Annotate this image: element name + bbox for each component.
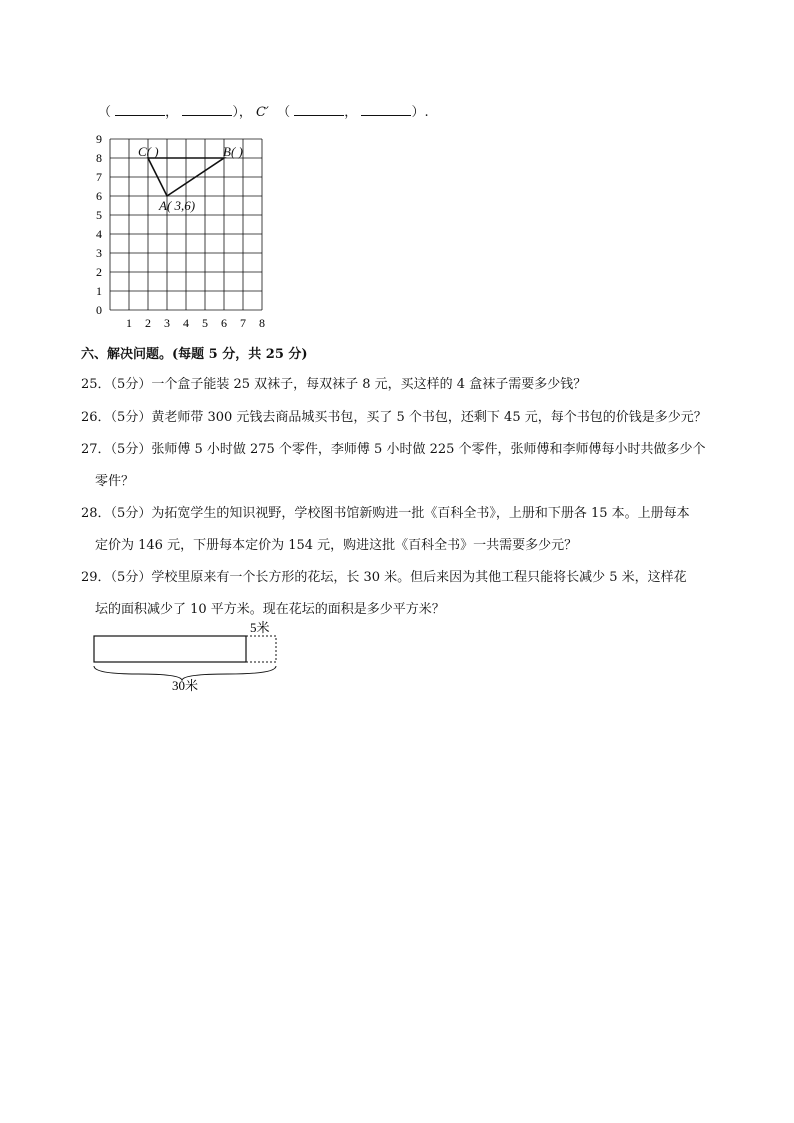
- question-27-line2: 零件？: [95, 474, 135, 489]
- answer-blank[interactable]: [115, 103, 165, 116]
- y-tick-label: 9: [96, 132, 102, 146]
- x-tick-label: 3: [164, 316, 170, 330]
- top-length-label: 5米: [250, 620, 270, 635]
- y-tick-label: 5: [96, 208, 102, 222]
- question-29: 29．（5分）学校里原来有一个长方形的花坛，长 30 米。但后来因为其他工程只能将长减少 5 米，这样花: [81, 570, 687, 585]
- answer-blank[interactable]: [182, 103, 232, 116]
- point-label-b: B( ): [223, 144, 243, 159]
- removed-strip-dashed: [246, 636, 276, 662]
- y-tick-label: 7: [96, 170, 102, 184]
- remaining-rectangle: [94, 636, 246, 662]
- question-28-line2: 定价为 146 元，下册每本定价为 154 元，购进这批《百科全书》一共需要多少元？: [95, 538, 578, 553]
- point-label-c: C( ): [138, 144, 159, 159]
- x-tick-label: 2: [145, 316, 151, 330]
- section-title: 六、解决问题。(每题 5 分，共 25 分): [81, 347, 308, 362]
- question-26: 26．（5分）黄老师带 300 元钱去商品城买书包，买了 5 个书包，还剩下 45 元，每个书包的价钱是多少元？: [81, 410, 707, 425]
- grid-lines: [110, 139, 262, 310]
- comma: ，: [344, 105, 358, 120]
- y-tick-label: 0: [96, 303, 102, 317]
- x-tick-label: 7: [240, 316, 246, 330]
- x-tick-label: 8: [259, 316, 265, 330]
- x-axis-tick-labels: [126, 316, 265, 330]
- question-25: 25．（5分）一个盒子能装 25 双袜子，每双袜子 8 元，买这样的 4 盒袜子需要多少钱？: [81, 377, 587, 392]
- x-tick-label: 1: [126, 316, 132, 330]
- point-labels: [138, 144, 243, 213]
- close-paren: ），: [232, 105, 252, 120]
- y-axis-tick-labels: [96, 132, 102, 317]
- answer-line: [98, 103, 429, 121]
- open-paren: （: [277, 105, 291, 120]
- point-label-c-prime: C′: [255, 105, 269, 120]
- close-paren: ）.: [411, 105, 429, 120]
- comma: ，: [165, 105, 179, 120]
- y-tick-label: 4: [96, 227, 102, 241]
- x-tick-label: 4: [183, 316, 189, 330]
- y-tick-label: 2: [96, 265, 102, 279]
- bottom-length-label: 30米: [172, 678, 199, 693]
- answer-blank[interactable]: [294, 103, 344, 116]
- answer-blank[interactable]: [361, 103, 411, 116]
- flower-bed-figure: [88, 618, 288, 696]
- y-tick-label: 8: [96, 151, 102, 165]
- question-29-line2: 坛的面积减少了 10 平方米。现在花坛的面积是多少平方米？: [95, 602, 445, 617]
- question-28: 28．（5分）为拓宽学生的知识视野，学校图书馆新购进一批《百科全书》，上册和下册各 15 本。上册每本: [81, 506, 690, 521]
- coordinate-grid: [88, 128, 278, 334]
- y-tick-label: 3: [96, 246, 102, 260]
- x-tick-label: 6: [221, 316, 227, 330]
- y-tick-label: 6: [96, 189, 102, 203]
- question-27: 27．（5分）张师傅 5 小时做 275 个零件，李师傅 5 小时做 225 个零件，张师傅和李师傅每小时共做多少个: [81, 442, 706, 457]
- y-tick-label: 1: [96, 284, 102, 298]
- point-label-a: A( 3,6): [159, 198, 196, 213]
- x-tick-label: 5: [202, 316, 208, 330]
- open-paren: （: [98, 105, 112, 120]
